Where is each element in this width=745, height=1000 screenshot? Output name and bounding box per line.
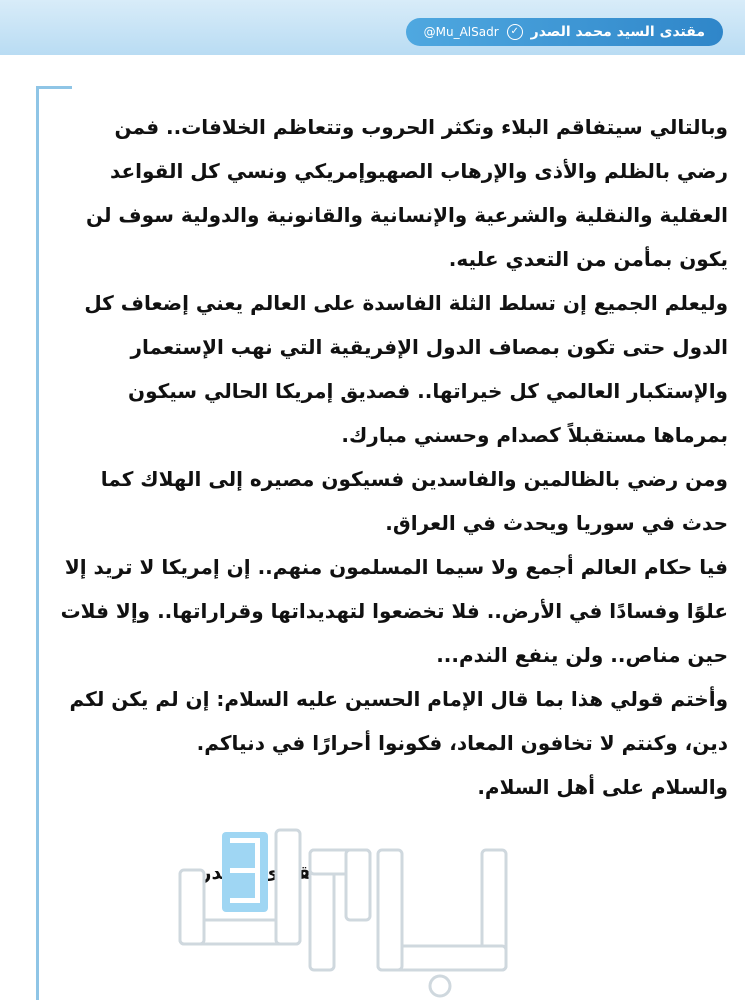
watermark-logo bbox=[160, 810, 560, 1000]
letter-paragraph: وأختم قولي هذا بما قال الإمام الحسين عليه السلام: إن لم يكن لكم دين، وكنتم لا تخافون المعاد، فكونوا أحرارًا في دنياكم. bbox=[69, 687, 728, 755]
logo-stroke bbox=[276, 830, 300, 944]
letter-paragraph: وبالتالي سيتفاقم البلاء وتكثر الحروب وتتعاظم الخلافات.. فمن رضي بالظلم والأذى والإرهاب الصهيوإمريكي ونسي كل القواعد العقلية والنقلية والشرعية والإنسانية والقانونية والدولية سوف لن يكون بمأمن من التعدي عليه. bbox=[85, 115, 728, 271]
account-name: مقتدى السيد محمد الصدر bbox=[530, 24, 705, 40]
logo-stroke bbox=[346, 850, 370, 920]
letter-paragraph: والسلام على أهل السلام. bbox=[477, 775, 728, 799]
margin-rule bbox=[36, 86, 39, 1000]
logo-dot bbox=[430, 976, 450, 996]
logo-digit-segment bbox=[255, 840, 260, 900]
logo-stroke bbox=[378, 850, 402, 970]
letter-paragraph: فيا حكام العالم أجمع ولا سيما المسلمون منهم.. إن إمريكا لا تريد إلا علوًا وفسادًا في الأرض.. فلا تخضعوا لتهديداتها وقراراتها.. وإلا فلات حين مناص.. ولن ينفع الندم... bbox=[60, 555, 728, 667]
account-handle: @Mu_AlSadr bbox=[423, 25, 499, 39]
logo-stroke bbox=[180, 870, 204, 944]
letter-paragraph: ومن رضي بالظالمين والفاسدين فسيكون مصيره إلى الهلاك كما حدث في سوريا ويحدث في العراق. bbox=[100, 467, 728, 535]
account-pill[interactable] bbox=[406, 18, 723, 46]
margin-rule-cap bbox=[36, 86, 72, 89]
verified-icon: ✓ bbox=[507, 24, 523, 40]
header-banner bbox=[0, 0, 745, 55]
letter-body bbox=[60, 105, 728, 809]
letter-paragraph: وليعلم الجميع إن تسلط الثلة الفاسدة على العالم يعني إضعاف كل الدول حتى تكون بمصاف الدول الإفريقية التي نهب الإستعمار والإستكبار العالمي كل خيراتها.. فصديق إمريكا الحالي سيكون بمرماها مستقبلاً كصدام وحسني مبارك. bbox=[84, 291, 728, 447]
